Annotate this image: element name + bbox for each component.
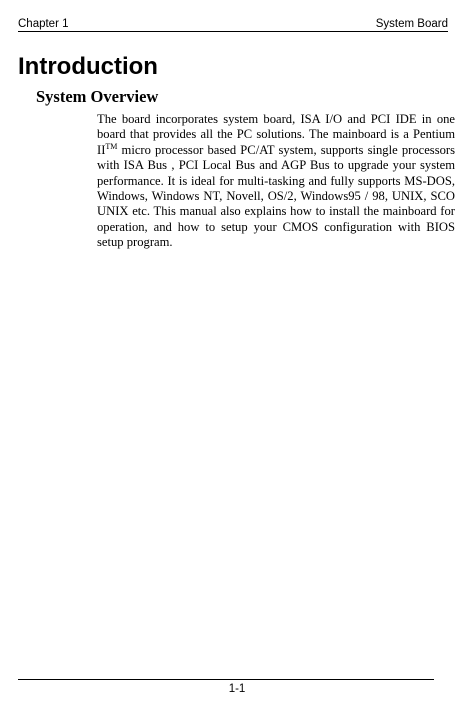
trademark-superscript: TM: [105, 141, 118, 151]
page-number: 1-1: [228, 683, 246, 695]
section-title: System Overview: [36, 87, 159, 106]
chapter-title: Introduction: [18, 53, 158, 80]
header-chapter-label: Chapter 1: [18, 18, 69, 30]
body-text-part2: micro processor based PC/AT system, supports single processors with ISA Bus , PCI Local Bus and AGP Bus to upgrade your system performance. It is ideal for multi-tasking and fully supports MS-DOS, Windows, Windows NT, Novell, OS/2, Windows95 / 98, UNIX, SCO UNIX etc. This manual also explains how to install the mainboard for operation, and how to setup your CMOS configuration with BIOS setup program.: [97, 142, 455, 250]
section-body-paragraph: [97, 112, 455, 251]
running-header: [18, 14, 448, 30]
header-product-label: System Board: [375, 18, 448, 30]
header-divider: [18, 31, 448, 32]
body-text-part1: The board incorporates system board, ISA I/O and PCI IDE in one board that provides all the PC solutions. The mainboard is a Pentium II: [97, 112, 455, 157]
footer-divider: [18, 679, 434, 680]
